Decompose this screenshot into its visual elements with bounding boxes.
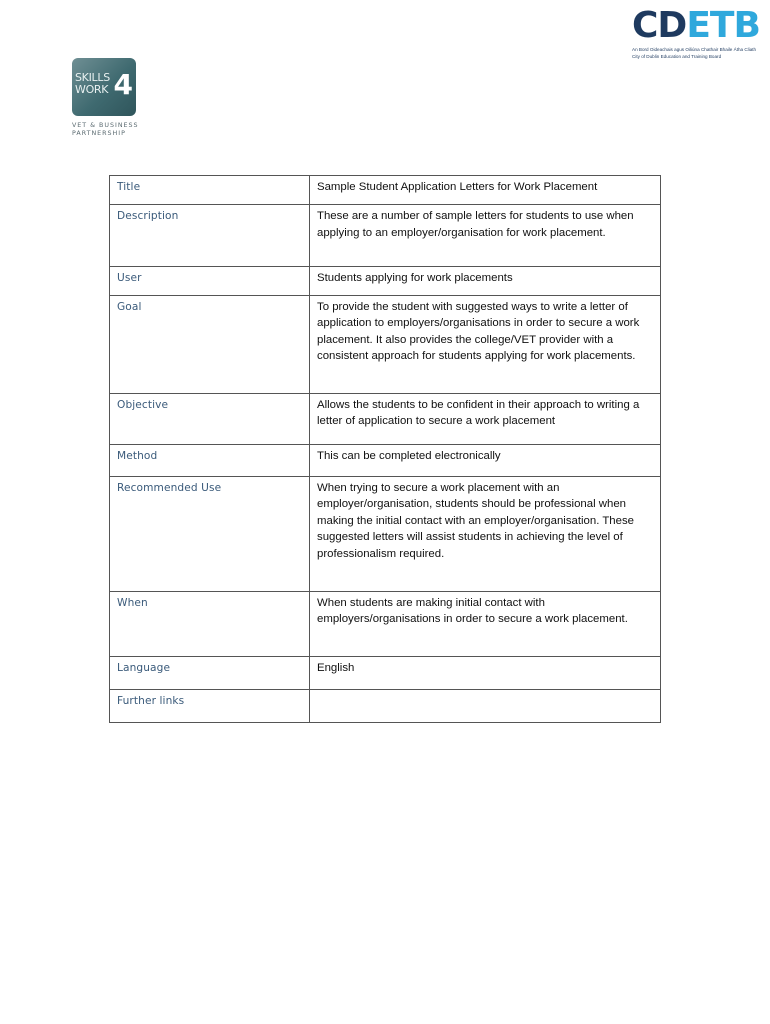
table-row	[110, 444, 661, 476]
row-label: Language	[110, 656, 310, 689]
row-value: When students are making initial contact with employers/organisations in order to secure a work placement.	[310, 591, 661, 656]
row-value: These are a number of sample letters for students to use when applying to an employer/organisation for work placement.	[310, 205, 661, 267]
row-label: Description	[110, 205, 310, 267]
row-value: When trying to secure a work placement with an employer/organisation, students should be professional when making the initial contact with an employer/organisation. These suggested letters will assist students in achieving the level of professionalism required.	[310, 476, 661, 591]
table-row	[110, 295, 661, 393]
row-label: Objective	[110, 393, 310, 444]
row-value: Allows the students to be confident in their approach to writing a letter of application to secure a work placement	[310, 393, 661, 444]
skills4work-logo	[72, 58, 142, 137]
row-value: English	[310, 656, 661, 689]
table-row	[110, 656, 661, 689]
table-row	[110, 591, 661, 656]
logo-word-skills: SKILLS	[75, 71, 110, 84]
logo-subtitle-line2: PARTNERSHIP	[72, 129, 126, 137]
row-label: Title	[110, 176, 310, 205]
row-value: Sample Student Application Letters for Work Placement	[310, 176, 661, 205]
row-value: Students applying for work placements	[310, 267, 661, 296]
logo-word-work: WORK	[75, 83, 109, 96]
table-row	[110, 205, 661, 267]
row-value	[310, 689, 661, 722]
cdetb-logo	[632, 6, 760, 60]
table-row	[110, 689, 661, 722]
row-label: Goal	[110, 295, 310, 393]
logo-subtitle	[72, 122, 142, 137]
resource-info-table	[109, 175, 661, 723]
row-label: Recommended Use	[110, 476, 310, 591]
cdetb-subtitle-english: City of Dublin Education and Training Board	[632, 54, 722, 59]
table-row	[110, 176, 661, 205]
row-label: When	[110, 591, 310, 656]
table-row	[110, 476, 661, 591]
logo-numeral: 4	[113, 68, 133, 101]
cdetb-wordmark-etb: ETB	[686, 5, 760, 46]
skills4work-logo-tile	[72, 58, 136, 116]
cdetb-subtitle-irish: An Bord Oideachais agus Oiliúna Chathair Bhaile Átha Cliath	[632, 47, 757, 52]
cdetb-wordmark-cd: CD	[632, 5, 687, 46]
cdetb-wordmark	[632, 6, 760, 46]
row-value: To provide the student with suggested ways to write a letter of application to employers/organisations in order to secure a work placement. It also provides the college/VET provider with a consistent approach for students applying for work placements.	[310, 295, 661, 393]
logo-subtitle-line1: VET & BUSINESS	[72, 122, 139, 129]
row-label: User	[110, 267, 310, 296]
row-label: Further links	[110, 689, 310, 722]
table-row	[110, 393, 661, 444]
table-row	[110, 267, 661, 296]
row-label: Method	[110, 444, 310, 476]
row-value: This can be completed electronically	[310, 444, 661, 476]
